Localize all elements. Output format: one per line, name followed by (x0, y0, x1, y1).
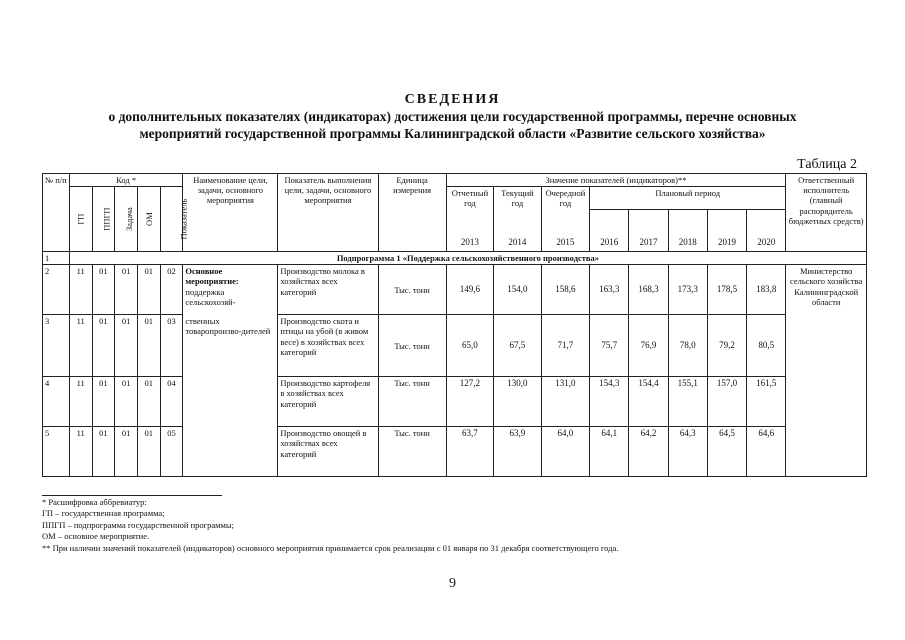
header-next-year: Очередной год (541, 187, 590, 210)
year-cell: 2020 (747, 210, 786, 252)
row-indicator: Производство картофеля в хозяйствах всех категорий (278, 377, 378, 427)
year-cell: 2018 (668, 210, 707, 252)
row-value: 64,3 (668, 427, 707, 477)
header-responsible: Ответственный исполнитель (главный распорядитель бюджетных средств) (786, 174, 867, 252)
row-value: 65,0 (446, 315, 493, 377)
row-value: 64,0 (541, 427, 590, 477)
subprogram-title: Подпрограмма 1 «Поддержка сельскохозяйственного производства» (69, 252, 866, 265)
row-value: 76,9 (629, 315, 668, 377)
row-num: 2 (43, 265, 70, 315)
row-value: 154,4 (629, 377, 668, 427)
indicators-table (42, 173, 867, 477)
footnote-line: ППГП – подпрограмма государственной программы; (42, 519, 234, 530)
activity-name-cell (183, 265, 278, 315)
table-label: Таблица 2 (797, 157, 857, 172)
row-indicator: Производство скота и птицы на убой (в живом весе) в хозяйствах всех категорий (278, 315, 378, 377)
header-report-year: Отчетный год (446, 187, 493, 210)
row-value: 163,3 (590, 265, 629, 315)
document-subtitle-line-2: мероприятий государственной программы Калининградской области «Развитие сельского хозяйства» (139, 126, 766, 141)
row-value: 178,5 (707, 265, 746, 315)
row-code-indicator: 05 (160, 427, 183, 477)
year-cell: 2014 (494, 210, 541, 252)
row-code-ppgp: 01 (92, 377, 115, 427)
row-code-ppgp: 01 (92, 265, 115, 315)
row-value: 155,1 (668, 377, 707, 427)
row-code-om: 01 (137, 265, 160, 315)
row-value: 149,6 (446, 265, 493, 315)
row-value: 127,2 (446, 377, 493, 427)
year-cell: 2013 (446, 210, 493, 252)
row-value: 154,3 (590, 377, 629, 427)
footnote-line: * Расшифровка аббревиатур: (42, 497, 147, 507)
activity-text-a: поддержка сельскохозяй- (185, 286, 236, 307)
footnotes (42, 495, 618, 554)
row-code-task: 01 (115, 377, 138, 427)
footnote-line: ОМ – основное мероприятие. (42, 531, 150, 542)
row-value: 75,7 (590, 315, 629, 377)
table-row (43, 265, 867, 315)
row-code-task: 01 (115, 315, 138, 377)
row-value: 64,2 (629, 427, 668, 477)
subprogram-num: 1 (43, 252, 70, 265)
row-value: 64,5 (707, 427, 746, 477)
row-value: 158,6 (541, 265, 590, 315)
header-values: Значение показателей (индикаторов)** (446, 174, 786, 187)
row-value: 183,8 (747, 265, 786, 315)
header-indicator: Показатель выполнения цели, задачи, основного мероприятия (278, 174, 378, 252)
row-unit: Тыс. тонн (378, 377, 446, 427)
row-value: 71,7 (541, 315, 590, 377)
footnote-line: ** При наличии значений показателей (индикаторов) основного мероприятия принимается срок реализации с 01 января по 31 декабря соответствующего года. (42, 542, 619, 553)
header-num: № п/п (43, 174, 70, 252)
header-code: Код * (69, 174, 183, 187)
row-code-gp: 11 (69, 427, 92, 477)
row-indicator: Производство овощей в хозяйствах всех категорий (278, 427, 378, 477)
responsible-executor: Министерство сельского хозяйства Калининградской области (786, 265, 867, 477)
header-plan-period: Плановый период (590, 187, 786, 210)
row-code-indicator: 04 (160, 377, 183, 427)
header-code-om: ОМ (137, 187, 160, 252)
row-value: 130,0 (494, 377, 541, 427)
row-value: 64,6 (747, 427, 786, 477)
header-unit: Единица измерения (378, 174, 446, 252)
year-cell: 2015 (541, 210, 590, 252)
year-cell: 2016 (590, 210, 629, 252)
row-value: 67,5 (494, 315, 541, 377)
row-value: 80,5 (747, 315, 786, 377)
row-code-om: 01 (137, 427, 160, 477)
row-code-gp: 11 (69, 315, 92, 377)
year-cell: 2017 (629, 210, 668, 252)
row-value: 79,2 (707, 315, 746, 377)
year-cell: 2019 (707, 210, 746, 252)
header-code-indicator: Показатель (160, 187, 183, 252)
row-code-task: 01 (115, 265, 138, 315)
row-code-om: 01 (137, 377, 160, 427)
row-unit: Тыс. тонн (378, 265, 446, 315)
activity-text-b: ственных товаропроизво-дителей (183, 315, 278, 477)
row-code-gp: 11 (69, 377, 92, 427)
header-code-task: Задача (115, 187, 138, 252)
row-unit: Тыс. тонн (378, 315, 446, 377)
header-current-year: Текущий год (494, 187, 541, 210)
row-code-om: 01 (137, 315, 160, 377)
row-code-indicator: 03 (160, 315, 183, 377)
table-row (43, 315, 867, 377)
row-value: 161,5 (747, 377, 786, 427)
row-num: 3 (43, 315, 70, 377)
footnote-divider (42, 495, 222, 496)
row-code-gp: 11 (69, 265, 92, 315)
document-title: СВЕДЕНИЯ (404, 92, 501, 107)
row-unit: Тыс. тонн (378, 427, 446, 477)
row-indicator: Производство молока в хозяйствах всех категорий (278, 265, 378, 315)
row-value: 78,0 (668, 315, 707, 377)
header-code-gp: ГП (69, 187, 92, 252)
row-value: 131,0 (541, 377, 590, 427)
row-value: 63,7 (446, 427, 493, 477)
activity-label: Основное мероприятие: (185, 266, 239, 287)
row-value: 64,1 (590, 427, 629, 477)
footnote-line: ГП – государственная программа; (42, 508, 165, 519)
row-code-indicator: 02 (160, 265, 183, 315)
document-subtitle-line-1: о дополнительных показателях (индикаторах) достижения цели государственной программы, перечне основных (108, 109, 797, 124)
table-row (43, 377, 867, 427)
row-value: 157,0 (707, 377, 746, 427)
row-value: 173,3 (668, 265, 707, 315)
row-code-task: 01 (115, 427, 138, 477)
table-row (43, 427, 867, 477)
row-num: 5 (43, 427, 70, 477)
row-value: 168,3 (629, 265, 668, 315)
header-code-ppgp: ППГП (92, 187, 115, 252)
row-value: 154,0 (494, 265, 541, 315)
row-num: 4 (43, 377, 70, 427)
row-code-ppgp: 01 (92, 315, 115, 377)
header-name: Наименование цели, задачи, основного мероприятия (183, 174, 278, 252)
row-value: 63,9 (494, 427, 541, 477)
row-code-ppgp: 01 (92, 427, 115, 477)
page-number: 9 (449, 576, 456, 591)
